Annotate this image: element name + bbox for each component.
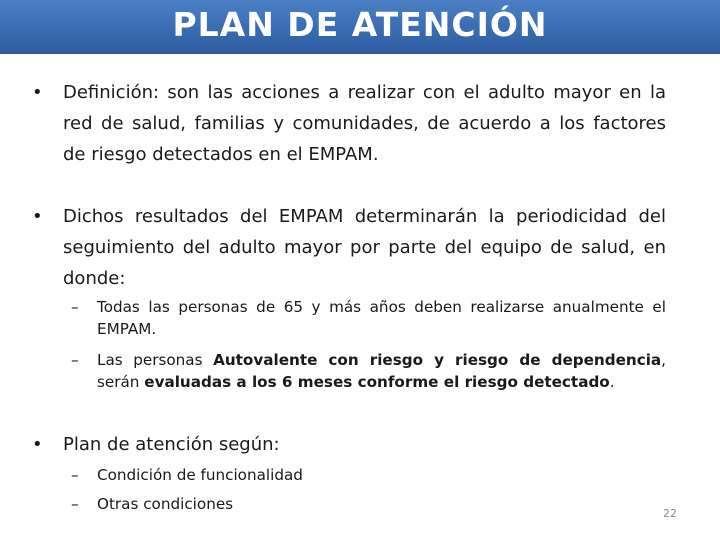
bullet-text: Dichos resultados del EMPAM determinarán la periodicidad del seguimiento del adulto mayor por parte del equipo de salud, en donde: [63, 206, 666, 289]
subitem-text: Condición de funcionalidad [97, 466, 303, 484]
bullet-text: Definición: son las acciones a realizar con el adulto mayor en la red de salud, familias y comunidades, de acuerdo a los factores de riesgo detectados en el EMPAM. [63, 82, 666, 165]
subitem-text-prefix: Las personas [97, 351, 214, 369]
subitem-bold-2: evaluadas a los 6 meses conforme el riesgo detectado [144, 373, 610, 391]
subitem-todas-las-personas [71, 296, 666, 340]
dash-marker: – [71, 495, 79, 513]
subitem-text: Otras condiciones [97, 495, 234, 513]
dash-marker: – [71, 298, 79, 316]
subitem-text-middle: , serán [97, 351, 666, 391]
bullet-plan-atencion [32, 429, 666, 460]
bullet-marker: • [32, 434, 43, 455]
subitem-text-suffix: . [609, 373, 615, 391]
bullet-resultados [32, 201, 666, 294]
subitem-otras-condiciones [71, 493, 666, 515]
slide-title: PLAN DE ATENCIÓN [172, 4, 548, 44]
bullet-marker: • [32, 206, 43, 227]
dash-marker: – [71, 466, 79, 484]
subitem-bold-1: Autovalente con riesgo y riesgo de dependencia [213, 351, 662, 369]
subitem-autovalente [71, 349, 666, 393]
bullet-marker: • [32, 82, 43, 103]
bullet-text: Plan de atención según: [63, 434, 280, 455]
subitem-text: Todas las personas de 65 y más años deben realizarse anualmente el EMPAM. [97, 298, 666, 338]
dash-marker: – [71, 351, 79, 369]
subitem-condicion-funcionalidad [71, 464, 666, 486]
page-number: 22 [663, 507, 677, 520]
bullet-definicion [32, 77, 666, 170]
